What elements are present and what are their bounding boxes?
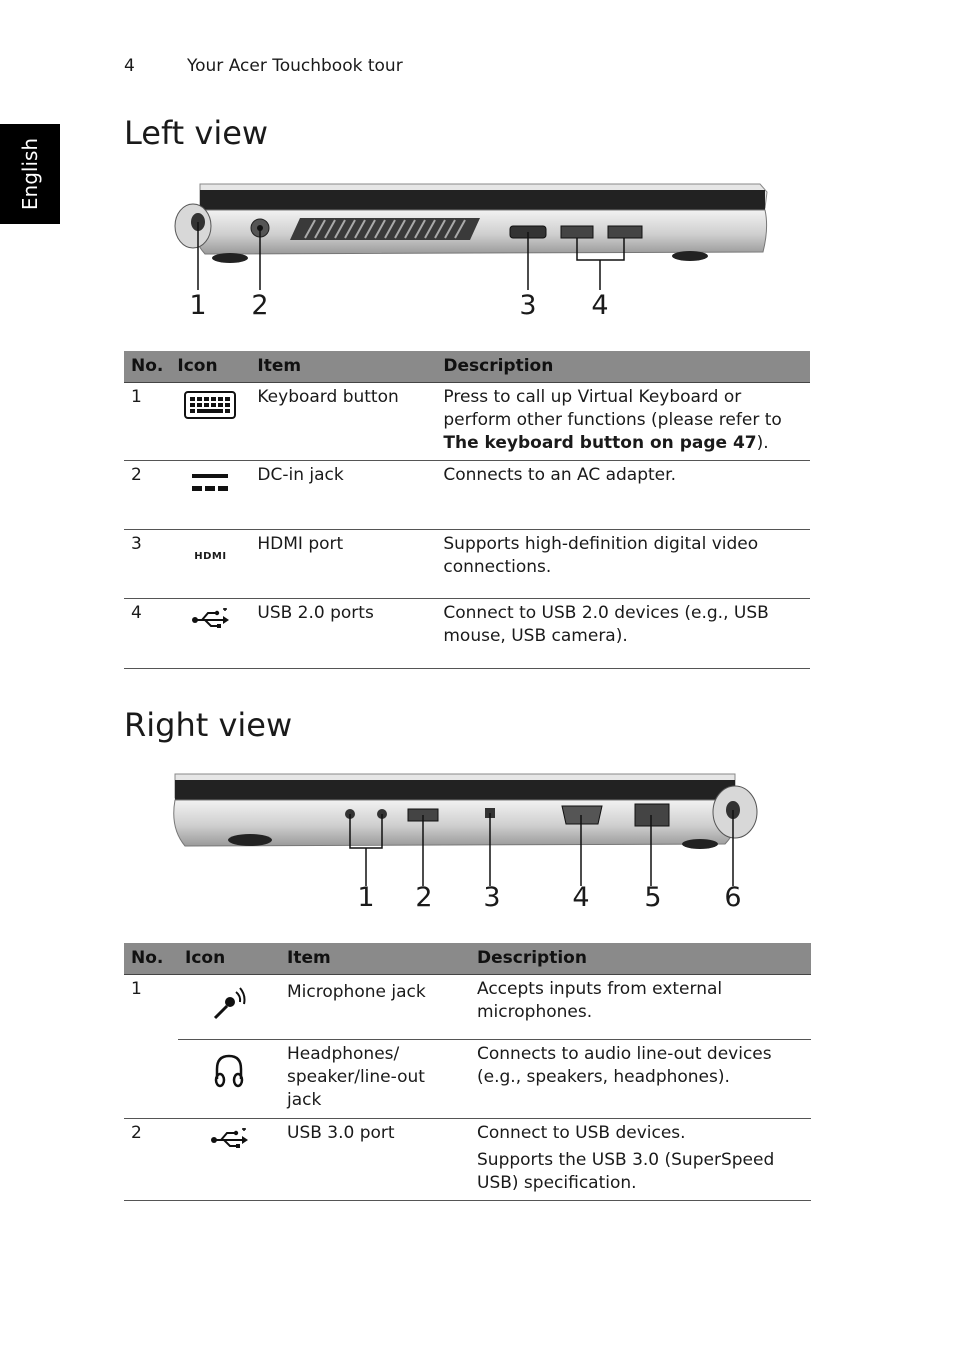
callout-number: 6 <box>724 882 742 913</box>
table-row <box>124 1040 811 1119</box>
column-header: No. <box>124 943 178 975</box>
item-name: Keyboard button <box>250 383 436 461</box>
column-header: Item <box>280 943 470 975</box>
column-header: Icon <box>170 351 250 383</box>
callout-number: 4 <box>572 882 590 913</box>
row-number: 2 <box>124 461 170 530</box>
row-number: 3 <box>124 530 170 599</box>
column-header: No. <box>124 351 170 383</box>
table-header-row <box>124 351 810 383</box>
table-row <box>124 975 811 1040</box>
item-description: Connects to an AC adapter. <box>436 461 810 530</box>
right-view-illustration <box>170 768 765 886</box>
headphones-icon <box>178 1040 280 1119</box>
column-header: Icon <box>178 943 280 975</box>
row-number: 2 <box>124 1119 178 1201</box>
row-number <box>124 1040 178 1119</box>
column-header: Description <box>436 351 810 383</box>
left-view-illustration <box>165 178 775 290</box>
table-header-row <box>124 943 811 975</box>
description-line: Supports the USB 3.0 (SuperSpeed USB) specification. <box>477 1150 775 1193</box>
callout-number: 2 <box>415 882 433 913</box>
item-name: DC-in jack <box>250 461 436 530</box>
table-row <box>124 599 810 669</box>
dc-in-icon <box>170 461 250 530</box>
callout-number: 1 <box>189 290 207 321</box>
item-description <box>470 1119 811 1201</box>
language-tab-label: English <box>18 137 42 211</box>
table-row <box>124 530 810 599</box>
item-name: HDMI port <box>250 530 436 599</box>
item-description: Supports high-definition digital video connections. <box>436 530 810 599</box>
item-description: Connect to USB 2.0 devices (e.g., USB mouse, USB camera). <box>436 599 810 669</box>
hdmi-icon: HDMI <box>170 530 250 599</box>
row-number: 4 <box>124 599 170 669</box>
callout-number: 1 <box>357 882 375 913</box>
usb-icon <box>178 1119 280 1201</box>
table-row <box>124 461 810 530</box>
item-name: Headphones/ speaker/line-out jack <box>280 1040 470 1119</box>
callout-number: 4 <box>591 290 609 321</box>
description-line: Connect to USB devices. <box>477 1123 686 1143</box>
column-header: Item <box>250 351 436 383</box>
right-view-table <box>124 943 811 1201</box>
callout-number: 5 <box>644 882 662 913</box>
row-number: 1 <box>124 383 170 461</box>
table-row <box>124 1119 811 1201</box>
callout-number: 3 <box>483 882 501 913</box>
callout-number: 3 <box>519 290 537 321</box>
microphone-icon <box>178 975 280 1040</box>
table-row <box>124 383 810 461</box>
chapter-title: Your Acer Touchbook tour <box>187 56 403 76</box>
item-name: Microphone jack <box>280 975 470 1040</box>
usb-icon <box>170 599 250 669</box>
row-number: 1 <box>131 979 142 999</box>
keyboard-icon <box>170 383 250 461</box>
left-view-table <box>124 351 810 669</box>
callout-number: 2 <box>251 290 269 321</box>
item-description: Connects to audio line-out devices (e.g., speakers, headphones). <box>470 1040 811 1119</box>
language-tab <box>0 124 60 224</box>
item-description: Press to call up Virtual Keyboard or perform other functions (please refer to The keyboard button on page 47). <box>436 383 810 461</box>
item-name: USB 3.0 port <box>280 1119 470 1201</box>
page-number: 4 <box>124 56 135 76</box>
left-view-heading: Left view <box>124 114 269 152</box>
cross-reference: The keyboard button on page 47 <box>443 433 757 453</box>
column-header: Description <box>470 943 811 975</box>
right-view-heading: Right view <box>124 706 293 744</box>
item-name: USB 2.0 ports <box>250 599 436 669</box>
item-description: Accepts inputs from external microphones. <box>470 975 811 1040</box>
